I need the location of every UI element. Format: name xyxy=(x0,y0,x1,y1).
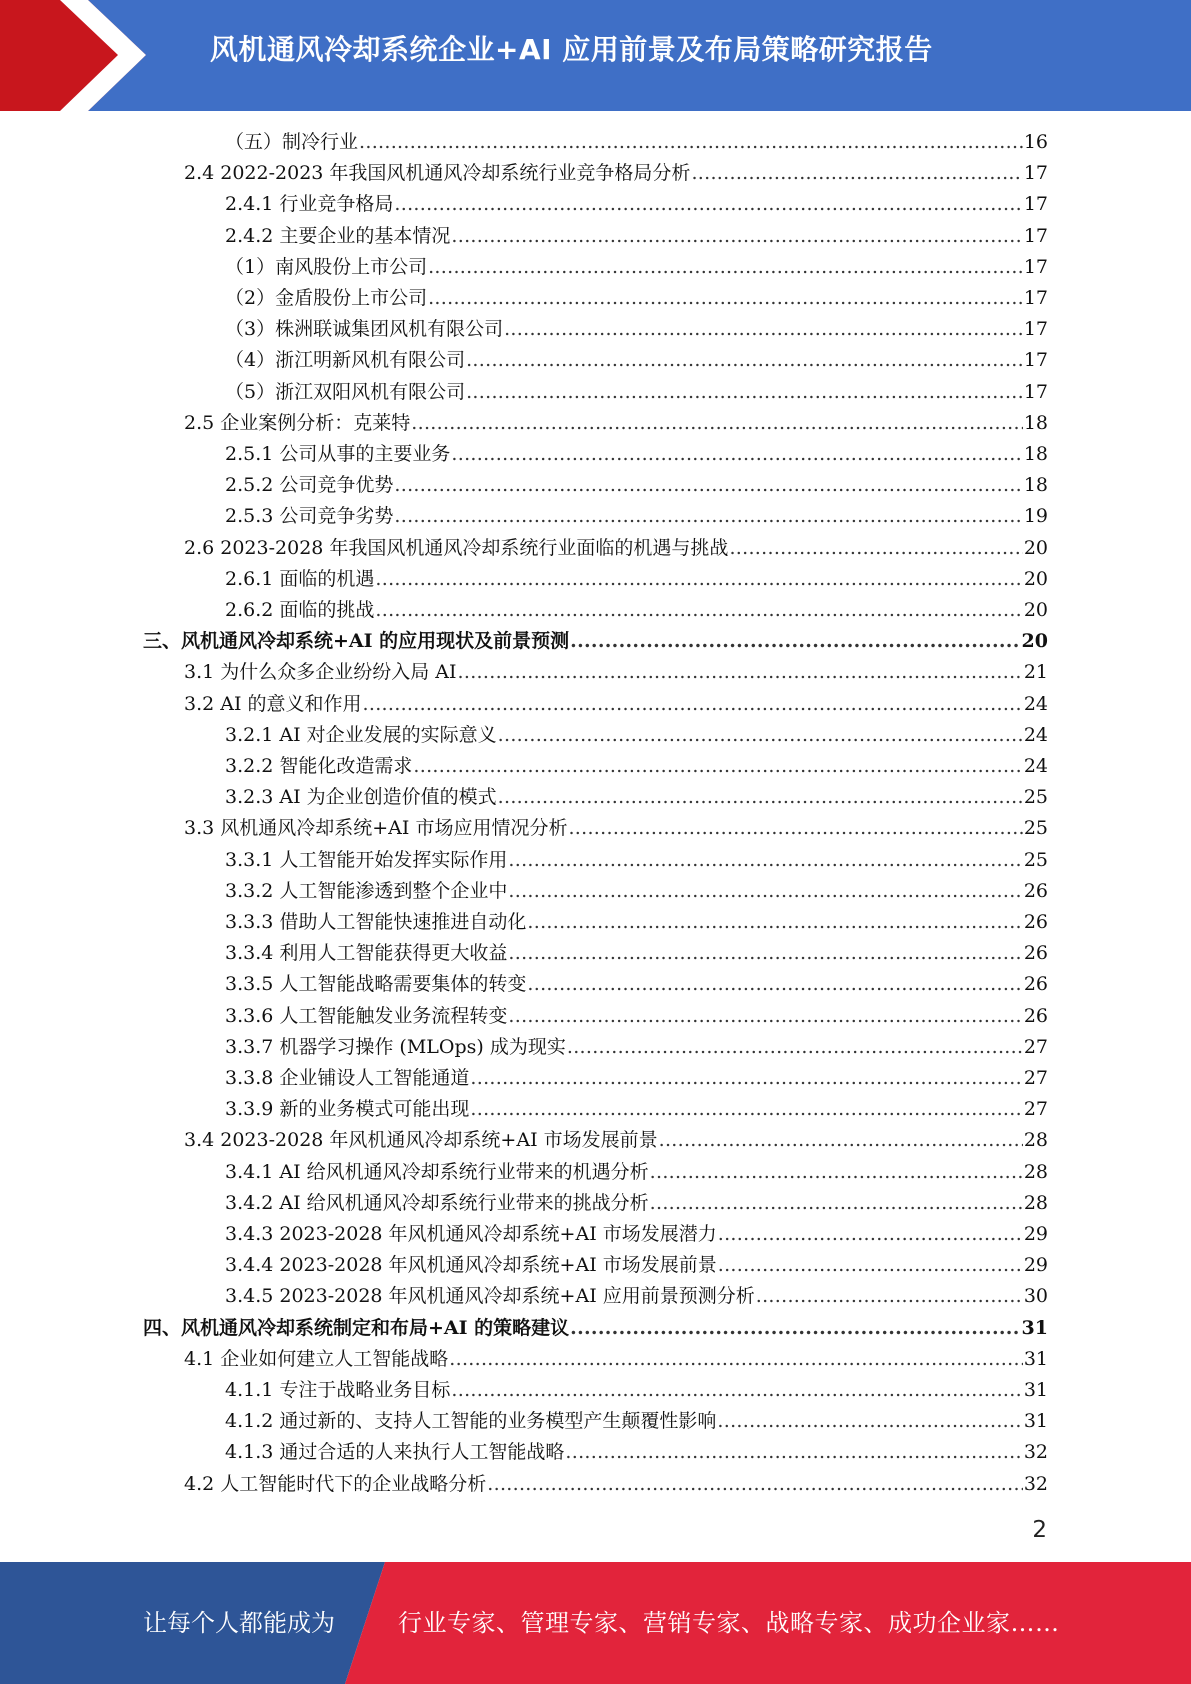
toc-leader-dots xyxy=(508,876,1022,906)
page-footer xyxy=(0,1562,1191,1684)
toc-entry-page: 32 xyxy=(1023,1473,1048,1495)
toc-entry[interactable] xyxy=(225,1001,1048,1031)
toc-leader-dots xyxy=(487,1469,1023,1499)
toc-leader-dots xyxy=(508,845,1022,875)
toc-leader-dots xyxy=(451,221,1022,251)
toc-entry-page: 28 xyxy=(1023,1161,1048,1183)
toc-entry[interactable] xyxy=(184,533,1048,563)
toc-entry-title: 3.3 风机通风冷却系统+AI 市场应用情况分析 xyxy=(184,817,568,839)
toc-entry-page: 24 xyxy=(1023,755,1048,777)
toc-entry-page: 17 xyxy=(1023,287,1048,309)
toc-leader-dots xyxy=(498,720,1023,750)
toc-entry-title: 3.3.9 新的业务模式可能出现 xyxy=(225,1098,470,1120)
toc-entry-title: 2.6.1 面临的机遇 xyxy=(225,568,375,590)
report-title: 风机通风冷却系统企业+AI 应用前景及布局策略研究报告 xyxy=(210,33,933,66)
toc-entry-page: 17 xyxy=(1023,318,1048,340)
toc-entry-title: （5）浙江双阳风机有限公司 xyxy=(225,381,466,403)
toc-leader-dots xyxy=(428,252,1023,282)
toc-entry-title: （3）株洲联诚集团风机有限公司 xyxy=(225,318,504,340)
toc-leader-dots xyxy=(466,377,1023,407)
toc-leader-dots xyxy=(428,283,1023,313)
toc-entry-page: 30 xyxy=(1023,1285,1048,1307)
toc-entry-title: 3.3.3 借助人工智能快速推进自动化 xyxy=(225,911,527,933)
toc-leader-dots xyxy=(650,1188,1023,1218)
toc-entry-page: 21 xyxy=(1023,661,1048,683)
toc-leader-dots xyxy=(363,689,1023,719)
toc-entry-title: （1）南风股份上市公司 xyxy=(225,256,428,278)
toc-entry-title: 3.3.1 人工智能开始发挥实际作用 xyxy=(225,849,508,871)
toc-entry-page: 25 xyxy=(1023,817,1048,839)
toc-leader-dots xyxy=(568,813,1022,843)
toc-entry[interactable] xyxy=(225,377,1048,407)
toc-entry-page: 17 xyxy=(1023,256,1048,278)
toc-entry-title: 4.1.3 通过合适的人来执行人工智能战略 xyxy=(225,1441,565,1463)
toc-leader-dots xyxy=(527,907,1022,937)
toc-leader-dots xyxy=(718,1250,1023,1280)
toc-entry-page: 31 xyxy=(1021,1317,1048,1339)
toc-entry[interactable] xyxy=(225,1375,1048,1405)
toc-leader-dots xyxy=(650,1157,1023,1187)
toc-entry-page: 31 xyxy=(1023,1410,1048,1432)
toc-entry-page: 28 xyxy=(1023,1192,1048,1214)
toc-entry-page: 27 xyxy=(1023,1036,1048,1058)
toc-entry-title: 3.3.7 机器学习操作 (MLOps) 成为现实 xyxy=(225,1036,566,1058)
toc-entry-title: 2.4.2 主要企业的基本情况 xyxy=(225,225,451,247)
toc-entry[interactable] xyxy=(225,189,1048,219)
toc-entry[interactable] xyxy=(184,813,1048,843)
toc-entry-page: 29 xyxy=(1023,1223,1048,1245)
toc-entry-title: 3.2.2 智能化改造需求 xyxy=(225,755,413,777)
toc-entry-title: 3.3.5 人工智能战略需要集体的转变 xyxy=(225,973,527,995)
toc-entry[interactable] xyxy=(225,720,1048,750)
toc-entry-title: 3.2.3 AI 为企业创造价值的模式 xyxy=(225,786,497,808)
toc-leader-dots xyxy=(508,938,1022,968)
toc-entry[interactable] xyxy=(225,501,1048,531)
toc-leader-dots xyxy=(470,1063,1022,1093)
toc-entry-title: 3.4.5 2023-2028 年风机通风冷却系统+AI 应用前景预测分析 xyxy=(225,1285,755,1307)
toc-entry-page: 27 xyxy=(1023,1098,1048,1120)
toc-entry[interactable] xyxy=(225,439,1048,469)
toc-entry[interactable] xyxy=(225,1063,1048,1093)
toc-entry[interactable] xyxy=(184,1469,1048,1499)
toc-entry-page: 19 xyxy=(1023,505,1048,527)
toc-entry[interactable] xyxy=(143,626,1048,656)
toc-entry[interactable] xyxy=(225,127,1048,157)
toc-entry-title: 4.2 人工智能时代下的企业战略分析 xyxy=(184,1473,487,1495)
toc-entry-page: 29 xyxy=(1023,1254,1048,1276)
toc-entry[interactable] xyxy=(225,1188,1048,1218)
toc-leader-dots xyxy=(451,439,1022,469)
toc-entry-page: 20 xyxy=(1023,568,1048,590)
toc-leader-dots xyxy=(449,1344,1023,1374)
toc-entry[interactable] xyxy=(184,689,1048,719)
toc-entry-title: 3.2.1 AI 对企业发展的实际意义 xyxy=(225,724,497,746)
toc-entry-page: 16 xyxy=(1023,131,1048,153)
toc-entry-page: 26 xyxy=(1023,880,1048,902)
toc-entry-page: 18 xyxy=(1023,443,1048,465)
toc-entry[interactable] xyxy=(225,1157,1048,1187)
toc-entry-title: 3.1 为什么众多企业纷纷入局 AI xyxy=(184,661,457,683)
toc-entry-title: 4.1 企业如何建立人工智能战略 xyxy=(184,1348,449,1370)
toc-entry-title: 3.3.6 人工智能触发业务流程转变 xyxy=(225,1005,508,1027)
toc-entry[interactable] xyxy=(225,1406,1048,1436)
toc-leader-dots xyxy=(411,408,1023,438)
toc-entry[interactable] xyxy=(225,1219,1048,1249)
page-header xyxy=(0,0,1191,111)
toc-leader-dots xyxy=(504,314,1023,344)
toc-entry[interactable] xyxy=(184,408,1048,438)
toc-entry-title: 2.5.1 公司从事的主要业务 xyxy=(225,443,451,465)
toc-entry[interactable] xyxy=(225,751,1048,781)
toc-leader-dots xyxy=(729,533,1022,563)
toc-leader-dots xyxy=(375,595,1022,625)
toc-entry-title: （2）金盾股份上市公司 xyxy=(225,287,428,309)
toc-entry[interactable] xyxy=(184,1125,1048,1155)
toc-leader-dots xyxy=(567,1032,1023,1062)
toc-entry[interactable] xyxy=(225,1094,1048,1124)
toc-entry-page: 20 xyxy=(1023,537,1048,559)
toc-entry[interactable] xyxy=(225,938,1048,968)
toc-entry[interactable] xyxy=(225,907,1048,937)
toc-entry-page: 17 xyxy=(1023,193,1048,215)
toc-entry-title: 3.4.1 AI 给风机通风冷却系统行业带来的机遇分析 xyxy=(225,1161,649,1183)
toc-entry-page: 24 xyxy=(1023,724,1048,746)
toc-entry-page: 28 xyxy=(1023,1129,1048,1151)
toc-entry[interactable] xyxy=(225,283,1048,313)
toc-leader-dots xyxy=(508,1001,1022,1031)
toc-entry-title: 2.6.2 面临的挑战 xyxy=(225,599,375,621)
toc-entry[interactable] xyxy=(225,876,1048,906)
toc-entry[interactable] xyxy=(184,158,1048,188)
toc-entry[interactable] xyxy=(225,1281,1048,1311)
toc-entry-title: 3.2 AI 的意义和作用 xyxy=(184,693,362,715)
toc-leader-dots xyxy=(527,969,1022,999)
toc-entry[interactable] xyxy=(225,969,1048,999)
toc-entry-title: 四、风机通风冷却系统制定和布局+AI 的策略建议 xyxy=(143,1317,570,1339)
toc-entry-title: （五）制冷行业 xyxy=(225,131,359,153)
toc-entry[interactable] xyxy=(184,657,1048,687)
header-arrow-decoration xyxy=(0,0,160,111)
toc-leader-dots xyxy=(718,1219,1023,1249)
toc-entry-page: 31 xyxy=(1023,1348,1048,1370)
toc-leader-dots xyxy=(470,1094,1022,1124)
toc-entry-page: 18 xyxy=(1023,412,1048,434)
toc-entry[interactable] xyxy=(225,470,1048,500)
toc-entry-page: 25 xyxy=(1023,786,1048,808)
toc-leader-dots xyxy=(394,501,1022,531)
toc-entry[interactable] xyxy=(143,1313,1048,1343)
toc-leader-dots xyxy=(756,1281,1023,1311)
toc-entry-page: 26 xyxy=(1023,973,1048,995)
toc-entry[interactable] xyxy=(225,314,1048,344)
toc-leader-dots xyxy=(394,189,1022,219)
toc-entry[interactable] xyxy=(225,595,1048,625)
toc-leader-dots xyxy=(466,345,1023,375)
toc-entry[interactable] xyxy=(225,782,1048,812)
toc-entry-page: 32 xyxy=(1023,1441,1048,1463)
toc-entry-title: 2.5 企业案例分析：克莱特 xyxy=(184,412,411,434)
toc-leader-dots xyxy=(458,657,1023,687)
toc-entry-page: 20 xyxy=(1023,599,1048,621)
toc-leader-dots xyxy=(570,626,1020,656)
toc-entry-title: 3.3.4 利用人工智能获得更大收益 xyxy=(225,942,508,964)
toc-entry-page: 17 xyxy=(1023,349,1048,371)
toc-leader-dots xyxy=(451,1375,1022,1405)
toc-entry-title: 3.4.4 2023-2028 年风机通风冷却系统+AI 市场发展前景 xyxy=(225,1254,717,1276)
toc-entry-title: 3.4.3 2023-2028 年风机通风冷却系统+AI 市场发展潜力 xyxy=(225,1223,717,1245)
toc-entry[interactable] xyxy=(225,564,1048,594)
toc-entry-page: 26 xyxy=(1023,911,1048,933)
toc-entry-title: 4.1.1 专注于战略业务目标 xyxy=(225,1379,451,1401)
toc-entry-title: 3.3.8 企业铺设人工智能通道 xyxy=(225,1067,470,1089)
toc-leader-dots xyxy=(394,470,1022,500)
toc-entry-page: 20 xyxy=(1021,630,1048,652)
toc-entry[interactable] xyxy=(225,1437,1048,1467)
toc-entry-title: 3.4 2023-2028 年风机通风冷却系统+AI 市场发展前景 xyxy=(184,1129,658,1151)
toc-entry-title: （4）浙江明新风机有限公司 xyxy=(225,349,466,371)
toc-entry-page: 17 xyxy=(1023,381,1048,403)
toc-entry-page: 26 xyxy=(1023,1005,1048,1027)
toc-entry-title: 2.4 2022-2023 年我国风机通风冷却系统行业竞争格局分析 xyxy=(184,162,691,184)
toc-entry-title: 2.5.2 公司竞争优势 xyxy=(225,474,394,496)
toc-entry-page: 26 xyxy=(1023,942,1048,964)
toc-entry[interactable] xyxy=(225,845,1048,875)
toc-leader-dots xyxy=(717,1406,1022,1436)
toc-entry-title: 2.5.3 公司竞争劣势 xyxy=(225,505,394,527)
toc-entry[interactable] xyxy=(184,1344,1048,1374)
toc-leader-dots xyxy=(570,1313,1020,1343)
toc-entry-page: 25 xyxy=(1023,849,1048,871)
page-number: 2 xyxy=(1032,1517,1047,1543)
toc-leader-dots xyxy=(498,782,1023,812)
toc-entry-title: 2.6 2023-2028 年我国风机通风冷却系统行业面临的机遇与挑战 xyxy=(184,537,729,559)
toc-entry-page: 18 xyxy=(1023,474,1048,496)
footer-slogan-right: 行业专家、管理专家、营销专家、战略专家、成功企业家…… xyxy=(398,1609,1060,1637)
toc-entry[interactable] xyxy=(225,252,1048,282)
toc-leader-dots xyxy=(413,751,1022,781)
toc-leader-dots xyxy=(659,1125,1023,1155)
toc-entry-title: 2.4.1 行业竞争格局 xyxy=(225,193,394,215)
toc-entry-title: 三、风机通风冷却系统+AI 的应用现状及前景预测 xyxy=(143,630,570,652)
toc-entry-page: 17 xyxy=(1023,225,1048,247)
toc-entry-page: 24 xyxy=(1023,693,1048,715)
toc-entry[interactable] xyxy=(225,1032,1048,1062)
footer-slogan-left: 让每个人都能成为 xyxy=(143,1609,335,1637)
toc-leader-dots xyxy=(691,158,1022,188)
toc-entry-page: 31 xyxy=(1023,1379,1048,1401)
toc-leader-dots xyxy=(565,1437,1022,1467)
toc-entry[interactable] xyxy=(225,345,1048,375)
toc-leader-dots xyxy=(359,127,1023,157)
toc-entry[interactable] xyxy=(225,1250,1048,1280)
toc-entry-title: 3.3.2 人工智能渗透到整个企业中 xyxy=(225,880,508,902)
toc-entry-page: 17 xyxy=(1023,162,1048,184)
toc-entry-title: 3.4.2 AI 给风机通风冷却系统行业带来的挑战分析 xyxy=(225,1192,649,1214)
toc-entry[interactable] xyxy=(225,221,1048,251)
toc-entry-title: 4.1.2 通过新的、支持人工智能的业务模型产生颠覆性影响 xyxy=(225,1410,717,1432)
toc-entry-page: 27 xyxy=(1023,1067,1048,1089)
toc-leader-dots xyxy=(375,564,1022,594)
